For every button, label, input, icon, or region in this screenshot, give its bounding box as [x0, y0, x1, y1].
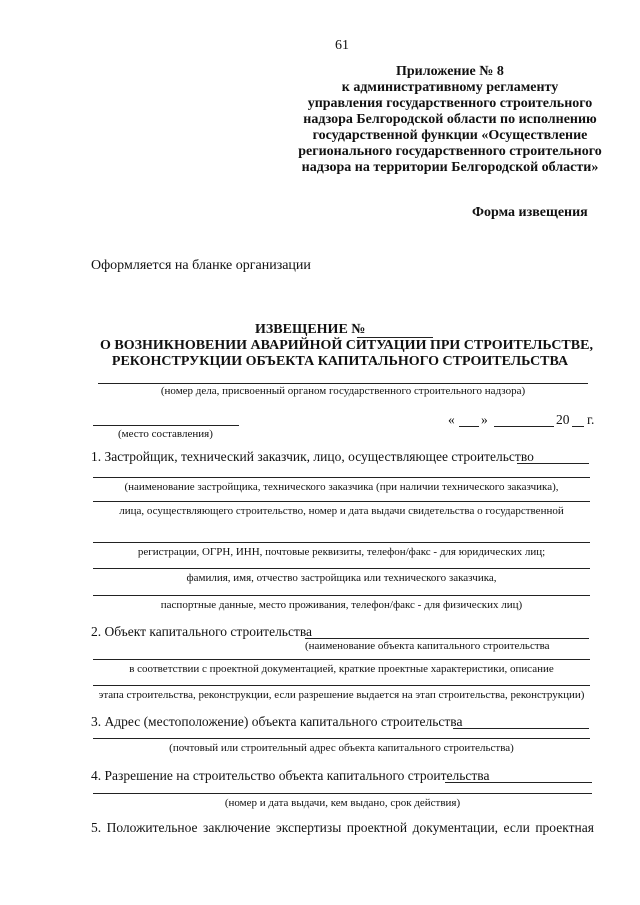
date-month-blank: [494, 426, 554, 427]
section4-hint: (номер и дата выдачи, кем выдано, срок действия): [224, 797, 461, 809]
section5-word: заключение: [203, 820, 271, 835]
case-number-hint: (номер дела, присвоенный органом государственного строительного надзора): [160, 385, 526, 397]
section3-label: 3. Адрес (местоположение) объекта капитального строительства: [91, 714, 463, 729]
page-number: 61: [335, 38, 349, 53]
section2-hint: этапа строительства, реконструкции, если разрешение выдается на этап строительства, реконструкции): [98, 689, 585, 701]
section5-word: Положительное: [106, 820, 198, 835]
section1-hint: фамилия, имя, отчество застройщика или технического заказчика,: [186, 572, 497, 584]
section1-blank: [517, 463, 589, 464]
section1-hint: лица, осуществляющего строительство, номер и дата выдачи свидетельства о государственной: [119, 505, 564, 517]
appendix-title: Приложение № 8: [396, 64, 504, 79]
date-year-suffix: г.: [587, 412, 595, 427]
place-line: [93, 425, 239, 426]
section1-hint: паспортные данные, место проживания, телефон/факс - для физических лиц): [160, 599, 523, 611]
section1-line: [93, 477, 590, 478]
appendix-line: надзора на территории Белгородской области»: [301, 160, 599, 175]
section3-hint: (почтовый или строительный адрес объекта капитального строительства): [169, 742, 514, 754]
section4-blank: [445, 782, 592, 783]
appendix-line: регионального государственного строительного: [298, 144, 602, 159]
date-year-prefix: 20: [556, 412, 570, 427]
section1-line: [93, 501, 590, 502]
section5-line: [91, 820, 594, 836]
date-year-blank: [572, 426, 584, 427]
section5-word: 5.: [91, 820, 102, 835]
section1-line: [93, 595, 590, 596]
date-open-quote: «: [448, 412, 455, 427]
section1-hint: регистрации, ОГРН, ИНН, почтовые реквизиты, телефон/факс - для юридических лиц;: [137, 546, 546, 558]
appendix-line: надзора Белгородской области по исполнению: [303, 112, 597, 127]
form-label: Форма извещения: [472, 205, 588, 220]
section4-line: [93, 793, 592, 794]
section3-blank: [453, 728, 589, 729]
section2-line: [93, 659, 590, 660]
section5-word: проектной: [346, 820, 408, 835]
place-hint: (место составления): [118, 428, 213, 440]
blank-note: Оформляется на бланке организации: [91, 258, 311, 273]
case-number-line: [98, 383, 588, 384]
date-day-blank: [459, 426, 479, 427]
appendix-line: государственной функции «Осуществление: [312, 128, 588, 143]
section2-label: 2. Объект капитального строительства: [91, 624, 313, 639]
notice-title-line: О ВОЗНИКНОВЕНИИ АВАРИЙНОЙ СИТУАЦИИ ПРИ СТРОИТЕЛЬСТВЕ,: [100, 338, 593, 353]
appendix-line: управления государственного строительного: [307, 96, 593, 111]
section1-hint: (наименование застройщика, технического заказчика (при наличии технического заказчика),: [124, 481, 559, 493]
section5-word: документации,: [412, 820, 499, 835]
date-close-quote: »: [481, 412, 488, 427]
section2-line: [93, 685, 590, 686]
section1-line: [93, 568, 590, 569]
section5-word: если: [503, 820, 530, 835]
notice-title-prefix: ИЗВЕЩЕНИЕ №: [255, 322, 366, 337]
section1-label: 1. Застройщик, технический заказчик, лицо, осуществляющее строительство: [91, 449, 534, 464]
section5-word: экспертизы: [275, 820, 342, 835]
section2-hint: (наименование объекта капитального строительства: [305, 640, 550, 652]
section4-label: 4. Разрешение на строительство объекта капитального строительства: [91, 768, 490, 783]
section1-line: [93, 542, 590, 543]
notice-title-line: РЕКОНСТРУКЦИИ ОБЪЕКТА КАПИТАЛЬНОГО СТРОИТЕЛЬСТВА: [111, 354, 569, 369]
section2-hint: в соответствии с проектной документацией, краткие проектные характеристики, описание: [129, 663, 554, 675]
section3-line: [93, 738, 590, 739]
section2-blank: [305, 638, 589, 639]
appendix-line: к административному регламенту: [341, 80, 559, 95]
section5-word: проектная: [535, 820, 594, 835]
